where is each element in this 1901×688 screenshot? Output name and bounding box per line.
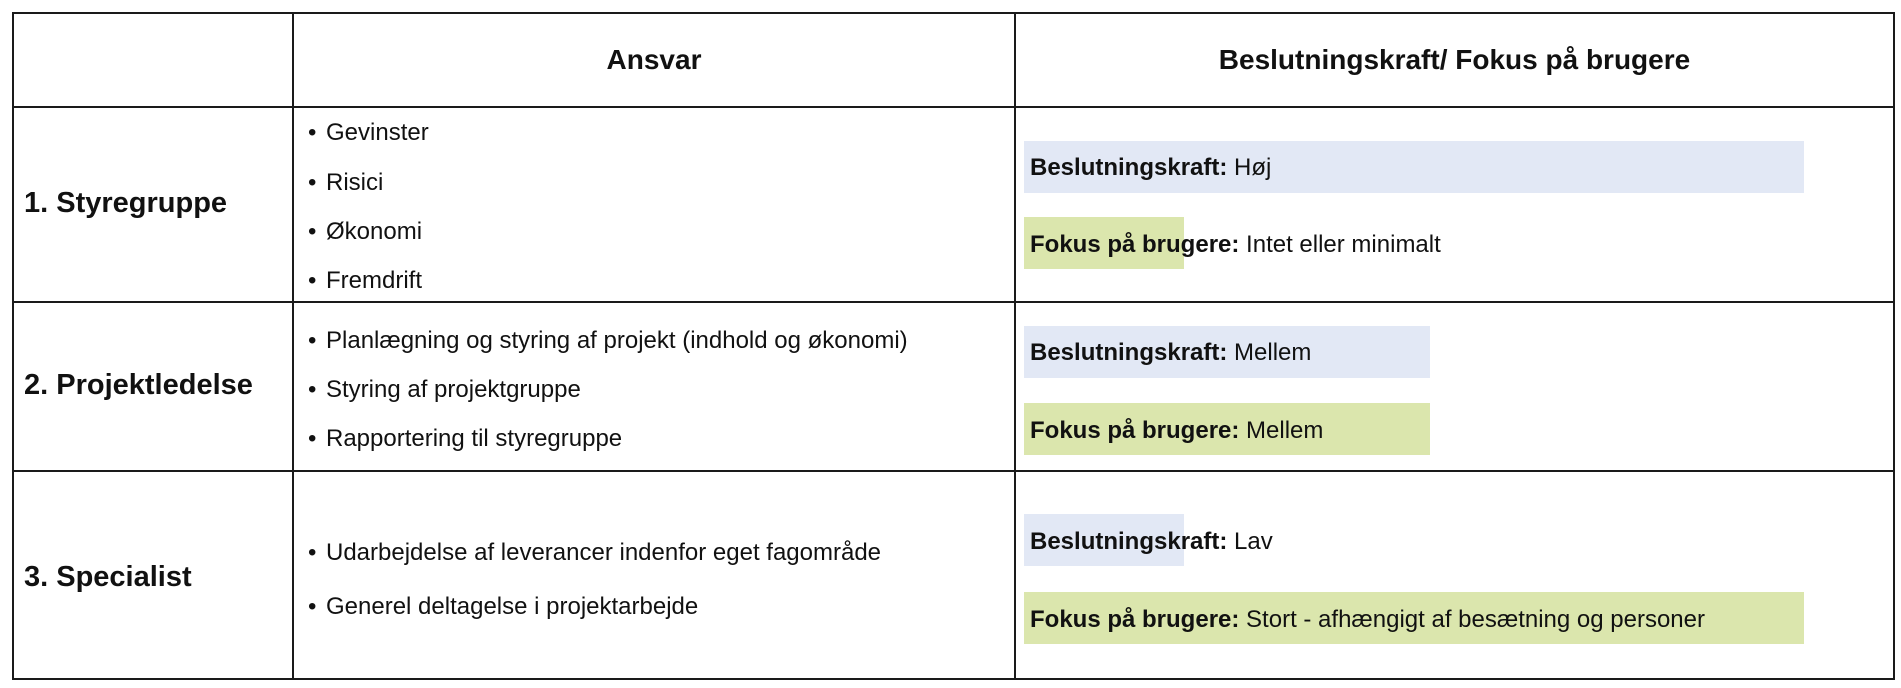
row-divider-2 bbox=[14, 470, 1893, 472]
header-ansvar: Ansvar bbox=[606, 44, 702, 75]
responsibility-table bbox=[12, 12, 1895, 680]
bullet-item: • Fremdrift bbox=[308, 267, 422, 294]
bullet-item: • Gevinster bbox=[308, 119, 429, 146]
bullet-item: • Planlægning og styring af projekt (indhold og økonomi) bbox=[308, 327, 908, 354]
decision-line: Beslutningskraft: Mellem bbox=[1030, 339, 1312, 366]
header-empty-cell bbox=[14, 14, 292, 106]
column-divider-1 bbox=[292, 14, 294, 678]
bullet-item: • Rapportering til styregruppe bbox=[308, 425, 623, 452]
row-divider-header bbox=[14, 106, 1893, 108]
focus-line: Fokus på brugere: Stort - afhængigt af besætning og personer bbox=[1030, 606, 1705, 633]
bullet-item: • Styring af projektgruppe bbox=[308, 376, 581, 403]
role-projektledelse: 2. Projektledelse bbox=[24, 369, 253, 401]
focus-line: Fokus på brugere: Intet eller minimalt bbox=[1030, 231, 1441, 258]
role-specialist: 3. Specialist bbox=[24, 561, 192, 593]
bullet-item: • Økonomi bbox=[308, 218, 423, 245]
column-divider-2 bbox=[1014, 14, 1016, 678]
decision-line: Beslutningskraft: Lav bbox=[1030, 528, 1273, 555]
row-divider-1 bbox=[14, 301, 1893, 303]
decision-line: Beslutningskraft: Høj bbox=[1030, 154, 1272, 181]
bullet-item: • Generel deltagelse i projektarbejde bbox=[308, 593, 699, 620]
bullet-item: • Risici bbox=[308, 169, 384, 196]
header-beslutningskraft: Beslutningskraft/ Fokus på brugere bbox=[1218, 44, 1691, 75]
bullet-item: • Udarbejdelse af leverancer indenfor eget fagområde bbox=[308, 539, 882, 566]
role-styregruppe: 1. Styregruppe bbox=[24, 187, 228, 219]
focus-line: Fokus på brugere: Mellem bbox=[1030, 417, 1324, 444]
